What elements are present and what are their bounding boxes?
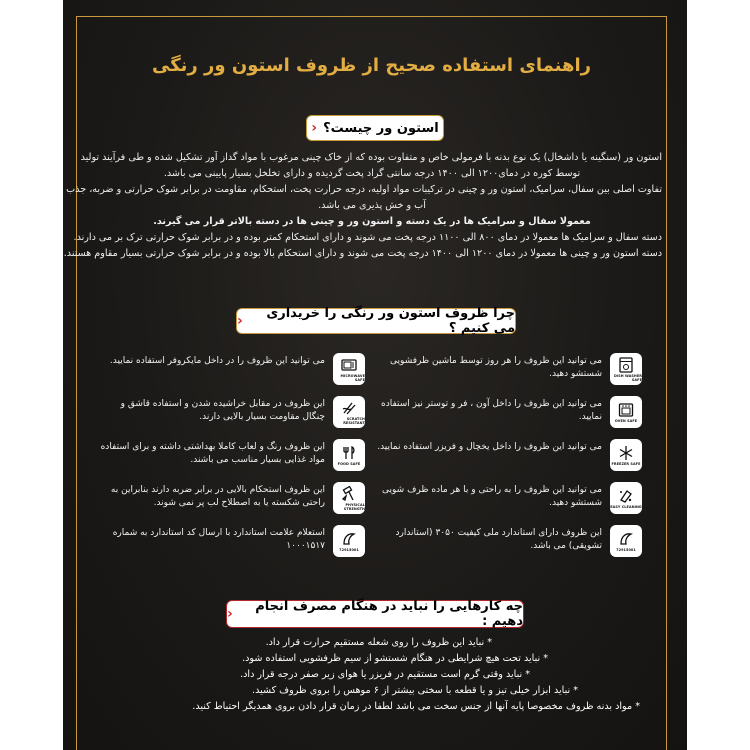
feature-text: می توانید این ظروف را در داخل مایکروفر استفاده نمایید.: [109, 356, 325, 366]
section-heading-what-is-stoneware: [306, 115, 444, 141]
scratch-icon: [333, 396, 365, 428]
feature-text: این ظروف دارای استاندارد ملی کیفیت ۳۰۵۰ (استاندارد تشویقی) می باشد.: [395, 528, 602, 551]
list-item: * مواد بدنه ظروف مخصوصا پایه آنها از جنس سخت می باشد لطفا در زمان قرار دادن بروی همدیگر احتیاط کنید.: [192, 701, 640, 712]
usage-restrictions-list: [120, 635, 640, 715]
oven-icon: [610, 396, 642, 428]
icon-caption: DISH WASHER SAFE: [613, 373, 642, 382]
feature-text: این ظروف رنگ و لعاب کاملا بهداشتی داشته و برای استفاده مواد غذایی بسیار مناسب می باشند.: [100, 442, 325, 465]
desc-line: توسط کوره در دمای۱۲۰۰ الی ۱۴۰۰ درجه سانتی گراد پخت گردیده و دارای تخلخل بسیار پایینی می باشد.: [163, 168, 581, 179]
feature-text: می توانید این ظروف را هر روز توسط ماشین ظرفشویی شستشو دهید.: [390, 356, 602, 379]
feature-oven: [372, 396, 642, 430]
page-title: راهنمای استفاده صحیح از ظروف استون ور رنگی: [151, 55, 592, 76]
feature-microwave: [95, 353, 365, 387]
feature-text: می توانید این ظروف را داخل یخچال و فریزر استفاده نمایید.: [377, 442, 602, 452]
feature-text: می توانید این ظروف را داخل آون ، فر و توستر نیز استفاده نمایید.: [381, 399, 602, 422]
icon-caption: OVEN SAFE: [614, 418, 638, 423]
desc-line-bold: معمولا سفال و سرامیک ها در یک دسته و استون ور و چینی ها در دسته بالاتر قرار می گیرند.: [153, 216, 591, 227]
chevron-left-icon: ‹: [311, 120, 318, 136]
feature-standard-inquiry: [95, 525, 365, 559]
feature-text: این ظروف در مقابل خراشیده شدن و استفاده قاشق و چنگال مقاومت بسیار بالایی دارند.: [120, 399, 325, 422]
chevron-left-icon: ‹: [237, 313, 243, 329]
feature-scratch-resistant: [95, 396, 365, 430]
feature-text: می توانید این ظروف را به راحتی و با هر ماده ظرف شویی شستشو دهید.: [382, 485, 602, 508]
standard-mark-icon: [610, 525, 642, 557]
feature-text: استعلام علامت استاندارد با ارسال کد استاندارد به شماره ۱۰۰۰۱۵۱۷: [112, 528, 325, 551]
stoneware-description: [63, 150, 662, 262]
list-item: * نباید این ظروف را روی شعله مستقیم حرارت قرار داد.: [265, 637, 492, 648]
desc-line: آب و خش پذیری می باشد.: [318, 200, 426, 211]
heading-label: چه کارهایی را نباید در هنگام مصرف انجام دهیم :: [255, 599, 523, 629]
chevron-left-icon: ‹: [227, 606, 233, 622]
section-heading-why-buy: [236, 308, 516, 334]
desc-line: استون ور (سنگینه یا داشخال) یک نوع بدنه با فرمولی خاص و متفاوت بوده که از خاک چینی مرغوب با مواد گداز آور تشکیل شده و طی فرآیند تولید: [80, 152, 662, 163]
microwave-icon: [333, 353, 365, 385]
icon-caption: 72915001: [616, 547, 636, 552]
feature-national-standard: [372, 525, 642, 559]
icon-caption: PHYSICAL STRENGTH: [343, 502, 365, 511]
sponge-icon: [610, 482, 642, 514]
icon-caption: FREEZER SAFE: [611, 461, 641, 466]
feature-physical-strength: [95, 482, 365, 516]
heading-label: استون ور چیست؟: [323, 120, 439, 136]
feature-text: این ظروف استحکام بالایی در برابر ضربه دارند بنابراین به راحتی شکسته یا به اصطلاح لب پر نمی شوند.: [110, 485, 325, 508]
list-item: * نباید تحت هیچ شرایطی در هنگام شستشو از سیم ظرفشویی استفاده شود.: [242, 653, 548, 664]
icon-caption: MICROWAVE SAFE: [340, 373, 365, 382]
icon-caption: EASY CLEANING: [610, 504, 642, 509]
feature-food-safe: [95, 439, 365, 473]
standard-mark-icon: [333, 525, 365, 557]
desc-line: دسته سفال و سرامیک ها معمولا در دمای ۸۰۰ الی ۱۱۰۰ درجه پخت می شوند و دارای استحکام کمتر بوده و در برابر شوک حرارتی ترک بر می دارند.: [73, 232, 662, 243]
desc-line: تفاوت اصلی بین سفال، سرامیک، استون ور و چینی در ترکیبات مواد اولیه، درجه حرارت پخت، استحکام، مقاومت در برابر شوک حرارتی و ضربه، جذب: [66, 184, 662, 195]
heading-label: چرا ظروف استون ور رنگی را خریداری می کنیم ؟: [266, 306, 515, 336]
feature-freezer: [372, 439, 642, 473]
icon-caption: 72915001: [339, 547, 359, 552]
food-safe-icon: [333, 439, 365, 471]
list-item: * نباید وقتی گرم است مستقیم در فریزر یا هوای زیر صفر درجه قرار داد.: [240, 669, 530, 680]
desc-line: دسته استون ور و چینی ها معمولا در دمای ۱۲۰۰ الی ۱۴۰۰ درجه پخت می شوند و دارای استحکام بالا بوده و در برابر شوک حرارتی بسیار مقاوم هستند.: [63, 248, 662, 259]
hammer-icon: [333, 482, 365, 514]
section-heading-dont-do: [226, 600, 524, 628]
feature-dishwasher: [372, 353, 642, 387]
icon-caption: FOOD SAFE: [337, 461, 361, 466]
feature-easy-cleaning: [372, 482, 642, 516]
icon-caption: SCRATCH RESISTANT: [343, 416, 365, 425]
snowflake-icon: [610, 439, 642, 471]
dishwasher-icon: [610, 353, 642, 385]
list-item: * نباید ابزار خیلی تیز و یا قطعه با سختی بیشتر از ۶ موهس را بروی ظروف کشید.: [252, 685, 578, 696]
